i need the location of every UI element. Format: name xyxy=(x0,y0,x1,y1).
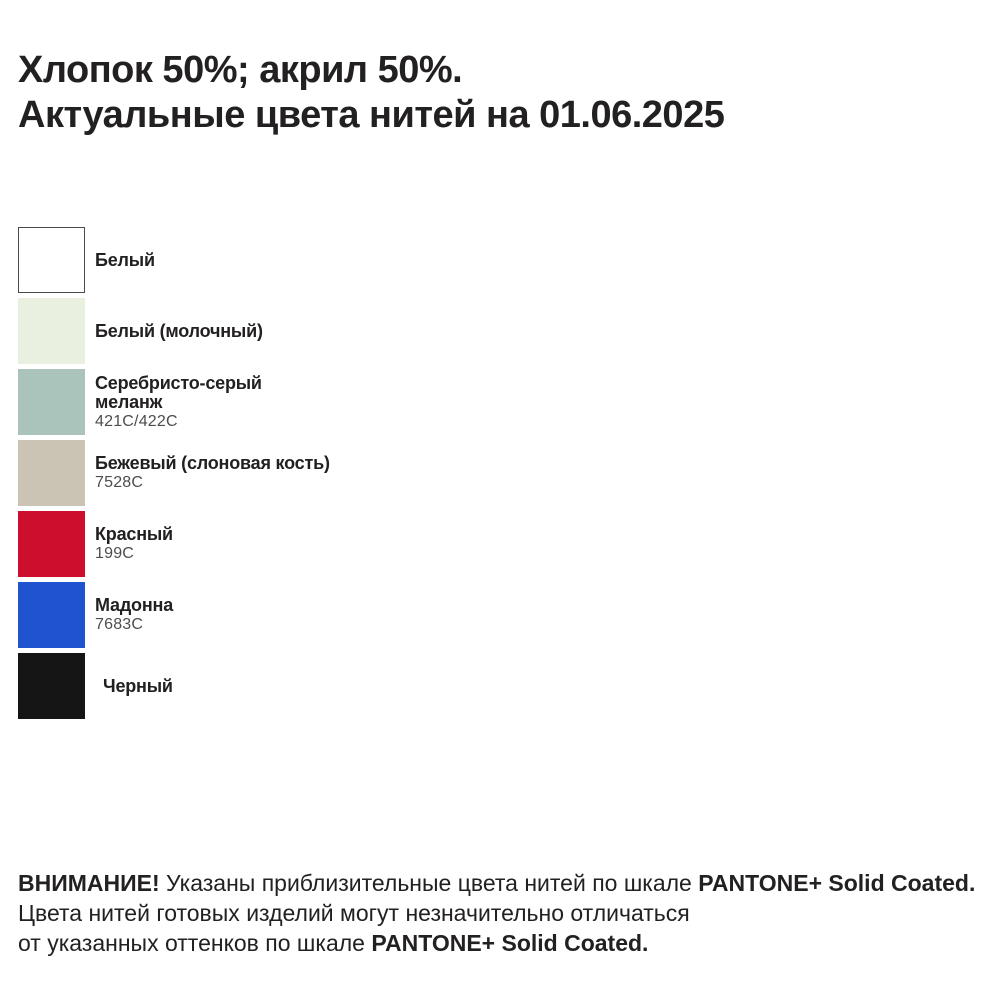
disclaimer-text: Указаны приблизительные цвета нитей по шкале xyxy=(159,870,699,896)
swatch-name: Белый (молочный) xyxy=(95,320,263,341)
swatch-label xyxy=(95,374,262,431)
color-swatch-madonna-blue xyxy=(18,582,85,648)
title-line-1: Хлопок 50%; акрил 50%. xyxy=(18,49,463,91)
swatch-row-madonna-blue xyxy=(18,582,618,648)
swatch-label xyxy=(95,596,173,634)
swatch-name: Черный xyxy=(103,675,173,696)
color-swatch-beige xyxy=(18,440,85,506)
attention-label: ВНИМАНИЕ! xyxy=(18,870,160,896)
swatch-pantone-code: 7683C xyxy=(95,616,144,633)
pantone-scale-name: PANTONE+ Solid Coated. xyxy=(698,870,976,896)
disclaimer-line-2: Цвета нитей готовых изделий могут незначительно отличаться xyxy=(18,900,690,926)
swatch-label xyxy=(95,454,330,492)
swatch-name: Бежевый (слоновая кость) xyxy=(95,453,330,473)
swatch-list xyxy=(18,227,618,724)
page-title xyxy=(18,48,724,138)
swatch-row-milky-white xyxy=(18,298,618,364)
swatch-row-white xyxy=(18,227,618,293)
swatch-pantone-code: 199C xyxy=(95,545,135,562)
swatch-pantone-code: 421C/422C xyxy=(95,412,178,430)
disclaimer-note xyxy=(18,868,993,958)
swatch-name-line2: меланж xyxy=(95,391,163,412)
swatch-name: Красный xyxy=(95,524,173,544)
swatch-label xyxy=(95,322,263,341)
disclaimer-text: от указанных оттенков по шкале xyxy=(18,930,372,956)
swatch-label xyxy=(95,251,155,270)
swatch-row-silver-gray xyxy=(18,369,618,435)
disclaimer-line-3 xyxy=(18,928,993,958)
swatch-name: Серебристо-серый xyxy=(95,372,262,393)
color-swatch-milky-white xyxy=(18,298,85,364)
color-swatch-silver-gray xyxy=(18,369,85,435)
color-swatch-white xyxy=(18,227,85,293)
pantone-scale-name: PANTONE+ Solid Coated. xyxy=(371,930,649,956)
disclaimer-line-1 xyxy=(18,868,993,898)
swatch-row-red xyxy=(18,511,618,577)
swatch-row-beige xyxy=(18,440,618,506)
color-swatch-black xyxy=(18,653,85,719)
swatch-row-black xyxy=(18,653,618,719)
swatch-name: Белый xyxy=(95,249,155,270)
swatch-label xyxy=(103,677,173,696)
swatch-name: Мадонна xyxy=(95,595,174,615)
swatch-pantone-code: 7528C xyxy=(95,474,144,491)
title-line-2: Актуальные цвета нитей на 01.06.2025 xyxy=(18,94,725,136)
swatch-label xyxy=(95,525,173,563)
color-swatch-red xyxy=(18,511,85,577)
